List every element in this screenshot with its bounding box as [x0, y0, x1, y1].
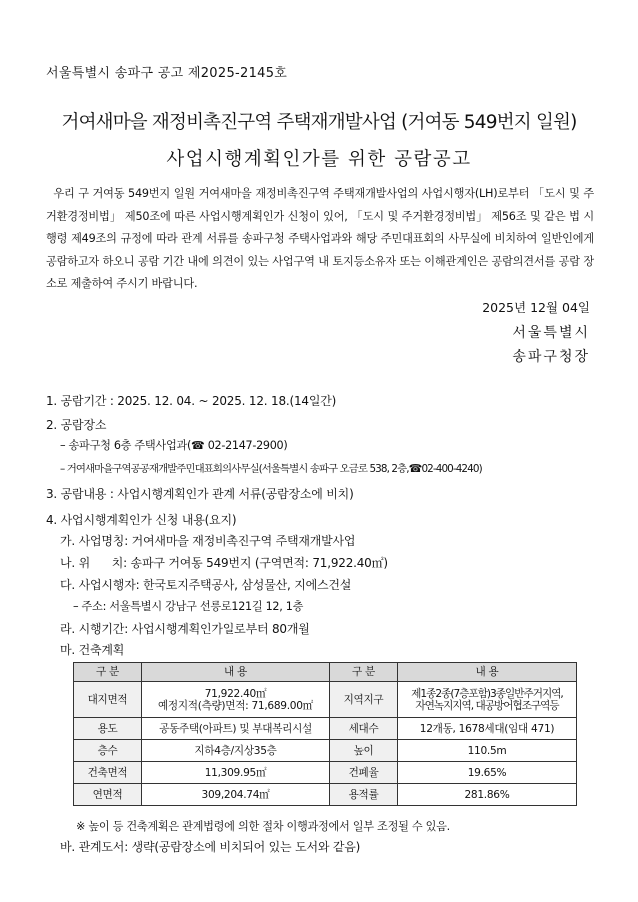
- table-header: 구 분: [74, 663, 142, 682]
- table-header: 구 분: [330, 663, 398, 682]
- row-label: 대지면적: [74, 682, 142, 718]
- item-period: 라. 시행기간: 사업시행계획인가일로부터 80개월: [60, 622, 310, 636]
- row-label: 연면적: [74, 784, 142, 806]
- item-location: 나. 위 치: 송파구 거여동 549번지 (구역면적: 71,922.40㎡): [60, 556, 388, 570]
- row-label: 용도: [74, 718, 142, 740]
- item-project-name: 가. 사업명칭: 거여새마을 재정비촉진구역 주택재개발사업: [60, 534, 356, 548]
- row-label: 지역지구: [330, 682, 398, 718]
- body-text: 우리 구 거여동 549번지 일원 거여새마을 재정비촉진구역 주택재개발사업의 사업시행자(LH)로부터 「도시 및 주거환경정비법」 제50조에 따른 사업시행계획인가 신청이 있어, 「도시 및 주거환경정비법」 제56조 및 같은 법 시행령 제49조의 규정에 따라 관계 서류를 송파구청 주택사업과와 해당 주민대표회의 사무실에 비치하여 일반인에게 공람하고자 하오니 공람 기간 내에 의견이 있는 사업구역 내 토지등소유자 또는 이해관계인은 공람의견서를 공람 장소로 제출하여 주시기 바랍니다.: [46, 187, 594, 291]
- body-paragraph: [46, 183, 594, 296]
- title-notice: 사업시행계획인가를 위한 공람공고: [166, 149, 472, 170]
- notice-number: 서울특별시 송파구 공고 제2025-2145호: [46, 66, 288, 81]
- table-row: [74, 740, 577, 762]
- zone-line-1: 제1종2종(7층포함)3종일반주거지역,: [411, 687, 563, 700]
- row-value: 12개동, 1678세대(임대 471): [398, 718, 577, 740]
- phone-icon: ☎: [408, 462, 422, 475]
- table-row: [74, 784, 577, 806]
- section-period: 1. 공람기간 : 2025. 12. 04. ~ 2025. 12. 18.(14일간): [46, 394, 337, 408]
- table-header: 내 용: [398, 663, 577, 682]
- item-building-plan: 마. 건축계획: [60, 643, 125, 657]
- item-operator: 다. 사업시행자: 한국토지주택공사, 삼성물산, 지에스건설: [60, 578, 352, 592]
- place-2-text: – 거여새마을구역공공재개발주민대표회의사무실(서울특별시 송파구 오금로 538, 2층,: [60, 463, 409, 475]
- table-header-row: [74, 663, 577, 682]
- row-value: 110.5m: [398, 740, 577, 762]
- item-operator-address: – 주소: 서울특별시 강남구 선릉로121길 12, 1층: [73, 600, 304, 613]
- table-row: [74, 682, 577, 718]
- row-label: 높이: [330, 740, 398, 762]
- table-header: 내 용: [142, 663, 330, 682]
- table-row: [74, 718, 577, 740]
- row-value: 19.65%: [398, 762, 577, 784]
- zone-line-2: 자연녹지지역, 대공방어협조구역등: [415, 699, 559, 712]
- signature-city: 서울특별시: [512, 325, 590, 341]
- row-value: [398, 682, 577, 718]
- section-place-heading: 2. 공람장소: [46, 418, 107, 432]
- site-area-survey: 예정지적(측량)면적: 71,689.00㎡: [158, 699, 313, 712]
- row-value: 309,204.74㎡: [142, 784, 330, 806]
- row-label: 세대수: [330, 718, 398, 740]
- phone-icon: ☎: [191, 439, 205, 452]
- row-label: 층수: [74, 740, 142, 762]
- row-value: 281.86%: [398, 784, 577, 806]
- row-label: 건축면적: [74, 762, 142, 784]
- row-label: 건폐율: [330, 762, 398, 784]
- table-note: ※ 높이 등 건축계획은 관계법령에 의한 절차 이행과정에서 일부 조정될 수 있음.: [76, 820, 450, 833]
- row-value: [142, 682, 330, 718]
- place-1-phone: 02-2147-2900): [207, 439, 288, 452]
- building-plan-table: [73, 662, 577, 806]
- table-row: [74, 762, 577, 784]
- site-area: 71,922.40㎡: [204, 687, 267, 700]
- row-value: 지하4층/지상35층: [142, 740, 330, 762]
- item-documents: 바. 관계도서: 생략(공람장소에 비치되어 있는 도서와 같음): [60, 840, 361, 854]
- row-value: 11,309.95㎡: [142, 762, 330, 784]
- row-label: 용적률: [330, 784, 398, 806]
- place-item-2: [60, 460, 482, 475]
- title-project: 거여새마을 재정비촉진구역 주택재개발사업 (거여동 549번지 일원): [61, 112, 577, 133]
- place-item-1: [60, 437, 287, 453]
- signature-office: 송파구청장: [512, 349, 590, 365]
- place-2-phone: 02-400-4240): [421, 463, 482, 475]
- notice-date: 2025년 12월 04일: [482, 300, 590, 315]
- row-value: 공동주택(아파트) 및 부대복리시설: [142, 718, 330, 740]
- place-1-text: – 송파구청 6층 주택사업과(: [60, 439, 192, 452]
- section-summary-heading: 4. 사업시행계획인가 신청 내용(요지): [46, 513, 237, 527]
- section-content: 3. 공람내용 : 사업시행계획인가 관계 서류(공람장소에 비치): [46, 487, 354, 501]
